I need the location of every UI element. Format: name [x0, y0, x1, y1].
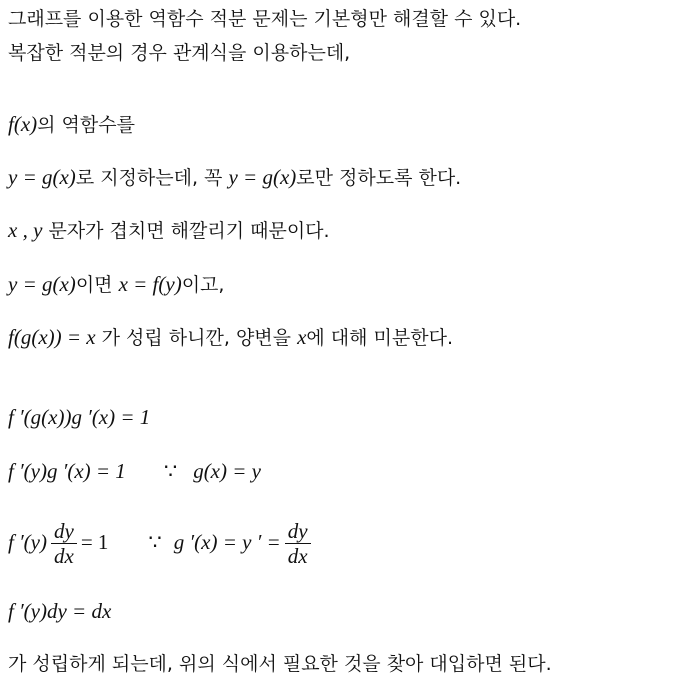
equation-2: [8, 458, 261, 485]
statement-differentiate-text-1: 가 성립 하니깐, 양변을: [95, 327, 298, 349]
equation-2-condition: g(x) = y: [193, 459, 261, 483]
math-y-eq-gx: y = g(x): [8, 165, 76, 189]
statement-swap: [8, 271, 224, 298]
equation-3-fprime-y: f ′(y): [8, 530, 47, 554]
equation-2-math: f ′(y)g ′(x) = 1: [8, 459, 126, 483]
statement-differentiate-text-2: 에 대해 미분한다.: [306, 327, 453, 349]
equation-4: [8, 598, 111, 625]
statement-reason: [8, 217, 330, 244]
math-fx: f(x): [8, 112, 38, 136]
math-fgx-eq-x: f(g(x)) = x: [8, 325, 96, 349]
fraction-numerator-2: dy: [285, 519, 311, 544]
equation-1: [8, 404, 150, 431]
outro-text: 가 성립하게 되는데, 위의 식에서 필요한 것을 찾아 대입하면 된다.: [8, 653, 552, 675]
because-symbol-2: ∵: [148, 530, 162, 554]
math-x: x: [297, 325, 307, 349]
outro-line: [8, 651, 552, 677]
math-x-eq-fy: x = f(y): [118, 272, 182, 296]
statement-swap-text-1: 이면: [75, 274, 119, 296]
fraction-dy-dx-2: [285, 519, 311, 568]
equation-4-math: f ′(y)dy = dx: [8, 599, 112, 623]
statement-swap-text-2: 이고,: [181, 274, 225, 296]
statement-define-text-1: 로 지정하는데, 꼭: [75, 167, 229, 189]
statement-inverse-text: 의 역함수를: [37, 114, 135, 136]
fraction-denominator-2: dx: [287, 544, 308, 568]
fraction-numerator: dy: [51, 519, 77, 544]
statement-inverse: [8, 111, 135, 138]
fraction-dy-dx: [51, 519, 77, 568]
equation-3: [8, 516, 315, 569]
statement-define-text-2: 로만 정하도록 한다.: [296, 167, 462, 189]
intro-line-2: [8, 40, 350, 66]
equation-3-rhs: = 1: [80, 530, 109, 554]
intro-line-1: [8, 6, 521, 32]
math-y-eq-gx-2: y = g(x): [228, 165, 297, 189]
intro-text-2: 복잡한 적분의 경우 관계식을 이용하는데,: [8, 42, 351, 64]
equation-3-condition: g ′(x) = y ′ =: [173, 530, 281, 554]
because-symbol: ∵: [163, 459, 178, 483]
math-x-y: x , y: [8, 218, 43, 242]
statement-differentiate: [8, 324, 453, 351]
statement-reason-text: 문자가 겹치면 해깔리기 때문이다.: [42, 220, 330, 242]
equation-1-math: f ′(g(x))g ′(x) = 1: [8, 405, 151, 429]
math-y-eq-gx-3: y = g(x): [8, 272, 76, 296]
intro-text-1: 그래프를 이용한 역함수 적분 문제는 기본형만 해결할 수 있다.: [8, 8, 522, 30]
statement-define-g: [8, 164, 461, 191]
fraction-denominator: dx: [54, 544, 74, 568]
